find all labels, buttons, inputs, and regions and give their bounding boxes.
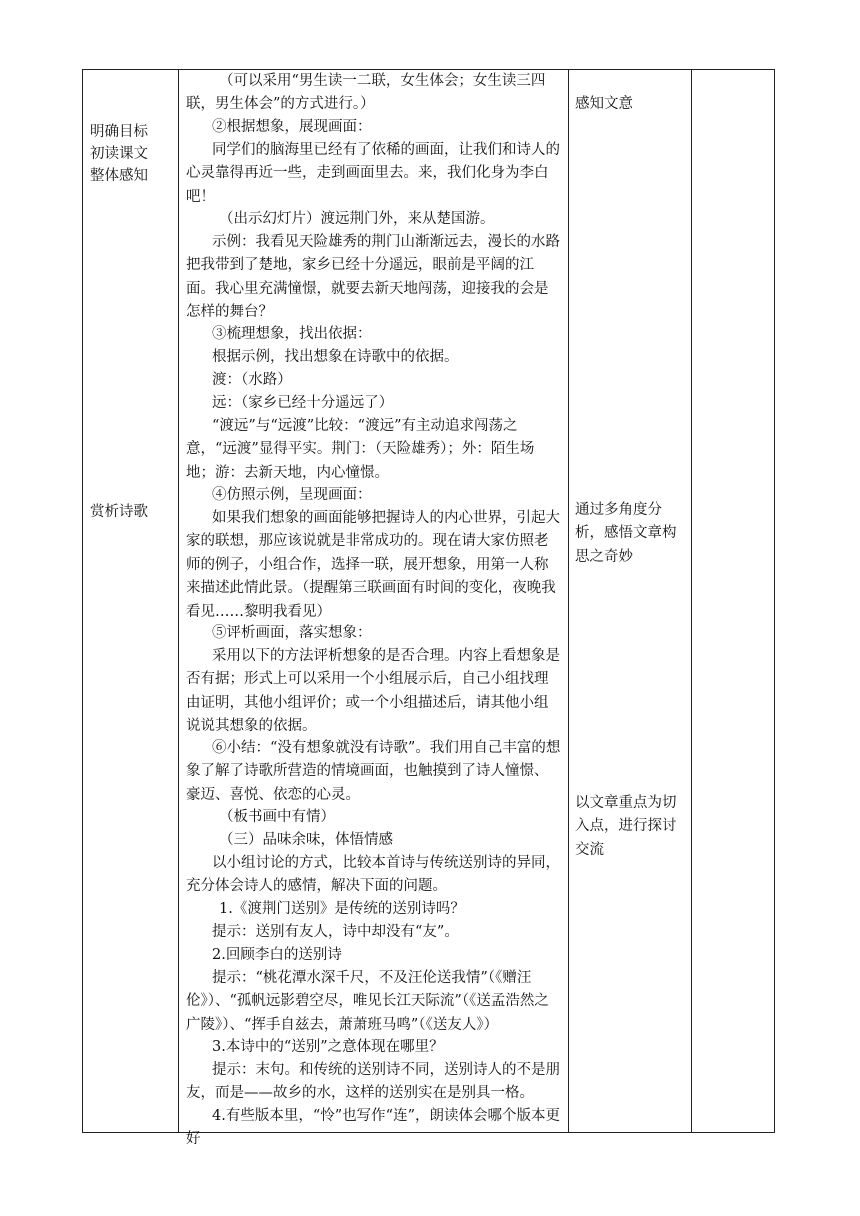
stage-label: 初读课文 — [90, 146, 148, 162]
stage-column — [83, 70, 179, 1133]
paragraph: （出示幻灯片）渡远荆门外，来从楚国游。 — [219, 211, 495, 227]
paragraph: 以小组讨论的方式，比较本首诗与传统送别诗的异同，充分体会诗人的感情，解决下面的问题。 — [186, 855, 560, 895]
stage-label: 赏析诗歌 — [90, 504, 148, 520]
table-row — [83, 70, 775, 1133]
paragraph: 1.《渡荆门送别》是传统的送别诗吗？ — [219, 901, 465, 917]
lesson-plan-table — [82, 69, 775, 1148]
design-note: 通过多角度分析，感悟文章构思之奇妙 — [575, 502, 677, 565]
paragraph: （三）品味余味，体悟情感 — [219, 832, 393, 848]
paragraph: 提示：末句。和传统的送别诗不同，送别诗人的不是朋友，而是——故乡的水，这样的送别实在是别具一格。 — [186, 1062, 560, 1102]
paragraph: 远：（家乡已经十分遥远了） — [212, 395, 394, 411]
paragraph: 如果我们想象的画面能够把握诗人的内心世界，引起大家的联想，那应该说就是非常成功的。现在请大家仿照老师的例子，小组合作，选择一联，展开想象，用第一人称来描述此情此景。（提醒第三联画面有时间的变化，夜晚我看见……黎明我看见） — [186, 510, 560, 620]
paragraph: ⑤评析画面，落实想象： — [212, 625, 372, 641]
paragraph: 根据示例，找出想象在诗歌中的依据。 — [212, 349, 459, 365]
stage-label: 明确目标 — [90, 124, 148, 140]
design-note: 以文章重点为切入点，进行探讨交流 — [575, 795, 677, 858]
paragraph: ⑥小结：“没有想象就没有诗歌”。我们用自己丰富的想象了解了诗歌所营造的情境画面，也触摸到了诗人憧憬、豪迈、喜悦、依恋的心灵。 — [186, 740, 561, 803]
paragraph: 提示：送别有友人，诗中却没有“友”。 — [212, 924, 459, 940]
design-note: 感知文意 — [575, 96, 633, 112]
teaching-content-column — [179, 70, 569, 1148]
paragraph: 3.本诗中的“送别”之意体现在哪里？ — [212, 1039, 444, 1055]
paragraph: ③梳理想象，找出依据： — [212, 326, 372, 342]
remarks-column — [692, 70, 775, 1133]
design-intent-column — [569, 70, 692, 1133]
paragraph: 采用以下的方法评析想象的是否合理。内容上看想象是否有据；形式上可以采用一个小组展示后，自己小组找理由证明，其他小组评价；或一个小组描述后，请其他小组说说其想象的依据。 — [186, 648, 560, 735]
paragraph: （可以采用“男生读一二联，女生体会；女生读三四联，男生体会”的方式进行。） — [186, 73, 546, 113]
paragraph: 4.有些版本里，“怜”也写作“连”，朗读体会哪个版本更好 — [186, 1108, 560, 1148]
paragraph: ④仿照示例，呈现画面： — [212, 487, 372, 503]
paragraph: 同学们的脑海里已经有了依稀的画面，让我们和诗人的心灵靠得再近一些，走到画面里去。来，我们化身为李白吧！ — [186, 142, 560, 205]
paragraph: 2.回顾李白的送别诗 — [212, 947, 342, 963]
paragraph: 示例：我看见天险雄秀的荆门山渐渐远去，漫长的水路把我带到了楚地，家乡已经十分遥远，眼前是平阔的江面。我心里充满憧憬，就要去新天地闯荡，迎接我的会是怎样的舞台？ — [186, 234, 560, 321]
paragraph: “渡远”与“远渡”比较：“渡远”有主动追求闯荡之意，“远渡”显得平实。荆门：（天险雄秀）；外：陌生场地；游：去新天地，内心憧憬。 — [186, 418, 535, 481]
paragraph: 渡：（水路） — [212, 372, 292, 388]
paragraph: ②根据想象，展现画面： — [212, 119, 372, 135]
stage-label: 整体感知 — [90, 168, 148, 184]
paragraph: （板书画中有情） — [219, 809, 335, 825]
paragraph: 提示：“桃花潭水深千尺，不及汪伦送我情”（《赠汪伦》）、“孤帆远影碧空尽，唯见长江天际流”（《送孟浩然之广陵》）、“挥手自兹去，萧萧班马鸣”（《送友人》） — [186, 970, 549, 1033]
